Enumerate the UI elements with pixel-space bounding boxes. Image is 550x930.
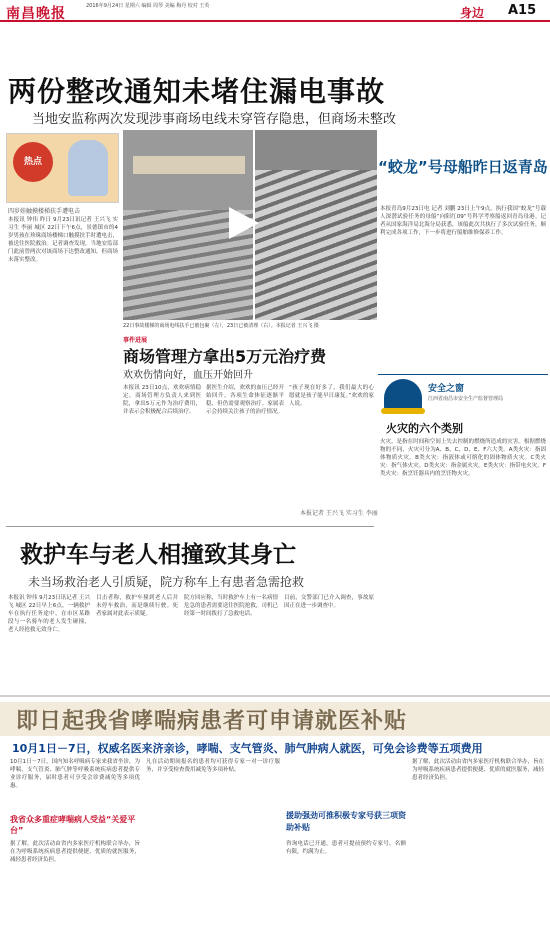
ad-red-title: 我省众多重症哮喘病人受益“关爱平台” (10, 815, 136, 835)
ad-col4: 据了解，此次活动由省内多家医疗机构联合举办，旨在为呼吸系统疾病患者提供便捷、优质的就医服务，减轻患者经济负担。 (412, 759, 544, 781)
cartoon-image (6, 133, 119, 203)
page-header (0, 0, 550, 22)
ad-col1b: 据了解，此次活动由省内多家医疗机构联合举办，旨在为呼吸系统疾病患者提供便捷、优质的就医服务，减轻患者经济负担。 (10, 841, 140, 863)
page-number: A15 (508, 3, 537, 18)
divider (6, 526, 374, 527)
newspaper-logo: 南昌晚报 (6, 6, 66, 22)
fire-headline[interactable]: 火灾的六个类别 (386, 422, 463, 435)
section-name: 身边 (460, 6, 485, 20)
safety-window-box (378, 374, 548, 420)
main-headline[interactable]: 两份整改通知未堵住漏电事故 (8, 75, 386, 108)
photo-after (255, 130, 377, 320)
helmet-icon (384, 379, 422, 411)
story2-byline: 本报记者 王兴飞 实习生 李丽 (300, 510, 378, 517)
story4-headline[interactable]: 救护车与老人相撞致其身亡 (20, 542, 296, 568)
story2-subhead: 欢欢伤情向好，血压开始回升 (123, 370, 253, 381)
photo-caption: 22日事故楼梯的商场电线扶手已被包裹（左），23日已被清理（右）。本报记者 王兴飞 摄 (123, 323, 319, 329)
story4-subhead: 未当场救治老人引质疑，院方称车上有患者急需抢救 (28, 575, 305, 589)
story4-col2: 目击者称，救护车撞到老人后并未停车救治，而是继续行驶。死者家属对此表示质疑。 (96, 595, 178, 617)
safety-sub: 江西省南昌市安全生产监督管理局 (428, 396, 504, 402)
ad-subhead: 10月1日－7日，权威名医来济亲诊，哮喘、支气管炎、肺气肿病人就医，可免会诊费等五项费用 (12, 742, 483, 755)
story3-headline[interactable]: “蛟龙”号母船昨日返青岛 (378, 158, 548, 176)
fire-body: 火灾，是指在时间和空间上失去控制的燃烧所造成的灾害。根据燃烧物的不同，火灾可分为A、B、C、D、E、F六大类。A类火灾：指固体物质火灾。B类火灾：指液体或可熔化的固体物质火灾。C类火灾：指气体火灾。D类火灾：指金属火灾。E类火灾：指带电火灾。F类火灾：指烹饪器具内的烹饪物火灾。 (380, 439, 546, 477)
cartoon-caption: 四岁娃触摸楼梯扶手遭电击 (8, 208, 81, 215)
story1-body: 本报讯 钟伟 昨日 9月23日讯记者 王兴飞 实习生 李丽 城区 22日下午6点，景德镇市的4岁男孩在珍珠商场楼梯口触摸扶手时遭电击，被送往医院救治。记者调查发现，当地安监部门此前曾两次对该商场下达整改通知，但商场未落实整改。 (8, 217, 118, 263)
ad-mid-title: 援助强劲可推积极专家号获三项资助补贴 (286, 811, 406, 832)
stairs-image (255, 170, 377, 320)
ad-headline[interactable]: 即日起我省哮喘病患者可申请就医补贴 (16, 709, 408, 734)
arrow-right-icon (229, 207, 259, 239)
issue-info: 2016年9月24日 星期六 编辑 周琴 美编 梅丹 校对 王英 (86, 3, 210, 9)
safety-title: 安全之窗 (428, 384, 465, 394)
shop-sign (133, 156, 245, 174)
story3-body: 本报青岛9月23日电 记者 刘鹏 23日上午9点，执行我国“蛟龙”号载人深潜试验任务的母船“向阳红09”号科学考察船返回青岛母港。记者从国家海洋局北海分局获悉，该船此次共执行了多次试验任务，顺利完成各项工作，下一步将进行船舶维修保养工作。 (380, 206, 546, 236)
story2-col1: 本报讯 23日10点，欢欢病情稳定。商场管理方负责人来到医院，拿出5万元作为治疗费用，并表示会积极配合后续治疗。 (123, 385, 201, 415)
story-tag[interactable]: 事件进展 (123, 337, 148, 344)
story4-col3: 院方回应称，当时救护车上有一名病情危急的患者需要送往医院抢救，司机已经第一时间拨打了急救电话。 (184, 595, 278, 617)
story4-col4: 目前，交警部门已介入调查，事故原因正在进一步调查中。 (284, 595, 374, 609)
main-subhead: 当地安监称两次发现涉事商场电线未穿管存隐患，但商场未整改 (32, 112, 397, 127)
child-figure-icon (68, 140, 108, 196)
ad-col3: 咨询电话已开通，患者可提前预约专家号，名额有限，约满为止。 (286, 841, 406, 855)
hot-badge: 热点 (13, 142, 53, 182)
ad-col2: 凡在活动期间报名的患者均可获得专家一对一诊疗服务，并享受检查费用减免等多项补贴。 (146, 759, 280, 773)
story4-col1: 本报讯 钟伟 9月23日讯记者 王兴飞 城区 22日早上6点，一辆救护车在执行任务途中，在市区某路段与一名骑车的老人发生碰撞，老人经抢救无效身亡。 (8, 595, 90, 633)
story2-col2: 据医生介绍，欢欢的血压已经开始回升，各项生命体征逐渐平稳，但仍需要观察治疗。家属表示会持续关注孩子的治疗情况。 (206, 385, 284, 415)
story2-headline[interactable]: 商场管理方拿出5万元治疗费 (123, 347, 327, 366)
story2-col3: “孩子现在好多了，我们最大的心愿就是孩子能早日康复。”欢欢的家人说。 (289, 385, 374, 407)
ad-col1: 10月1日－7日，国内知名呼吸病专家来我省坐诊，为哮喘、支气管炎、肺气肿等呼吸系统疾病患者提供专业诊疗服务，届时患者可享受会诊费减免等多项优惠。 (10, 759, 140, 789)
